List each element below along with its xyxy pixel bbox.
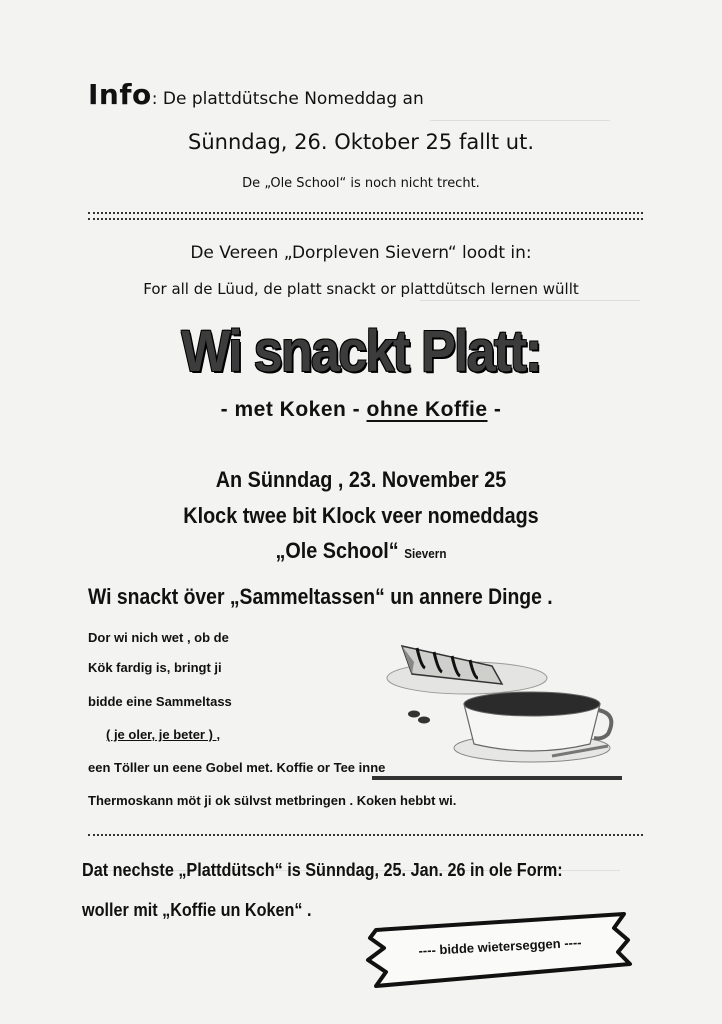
dotted-divider xyxy=(88,212,643,220)
subline-no-coffee: ohne Koffie xyxy=(366,398,488,421)
event-place xyxy=(36,538,686,564)
info-line xyxy=(88,78,424,111)
vereen-invite-line: De Vereen „Dorpleven Sievern“ loodt in: xyxy=(190,243,532,263)
dotted-divider xyxy=(88,834,643,836)
event-place-main: „Ole School“ xyxy=(275,538,399,563)
bleed-through-mark xyxy=(420,300,640,302)
body-line: een Töller un eene Gobel met. Koffie or Tee inne xyxy=(88,760,386,775)
illustration-baseline xyxy=(372,776,622,780)
info-text: : De plattdütsche Nomeddag an xyxy=(151,89,424,109)
body-line: Kök fardig is, bringt ji xyxy=(88,660,222,675)
event-date: An Sünndag , 23. November 25 xyxy=(215,467,507,492)
subline-end: - xyxy=(487,398,502,421)
pass-it-on-ribbon xyxy=(362,906,638,992)
coffee-bean-icon xyxy=(408,711,420,718)
coffee-surface xyxy=(464,692,600,716)
event-place-town: Sievern xyxy=(404,546,447,561)
ribbon-text: ---- bidde wieterseggen ---- xyxy=(418,934,582,959)
event-time: Klock twee bit Klock veer nomeddags xyxy=(183,503,539,528)
coffee-bean-icon xyxy=(418,717,430,724)
cake-coffee-illustration xyxy=(372,626,622,786)
headline: Wi snackt Platt: xyxy=(181,319,541,384)
body-line: ( je oler, je beter ) , xyxy=(106,727,221,742)
audience-line: For all de Lüud, de platt snackt or plattdütsch lernen wüllt xyxy=(143,280,579,298)
body-line: Thermoskann möt ji ok sülvst metbringen . Koken hebbt wi. xyxy=(88,793,457,808)
next-meeting-line: Dat nechste „Plattdütsch“ is Sünndag, 25. Jan. 26 in ole Form: xyxy=(82,860,563,880)
bleed-through-mark xyxy=(430,120,610,122)
cancelled-date-line: Sünndag, 26. Oktober 25 fallt ut. xyxy=(188,130,534,154)
school-not-ready-line: De „Ole School“ is noch nicht trecht. xyxy=(242,176,480,191)
subline-cake: - met Koken - xyxy=(220,398,361,421)
body-line: Dor wi nich wet , ob de xyxy=(88,630,229,645)
body-line: bidde eine Sammeltass xyxy=(88,694,232,709)
subline xyxy=(0,398,722,422)
next-meeting-line-2: woller mit „Koffie un Koken“ . xyxy=(82,900,312,920)
topic-line: Wi snackt över „Sammeltassen“ un annere Dinge . xyxy=(88,584,553,609)
info-label: Info xyxy=(88,78,152,111)
